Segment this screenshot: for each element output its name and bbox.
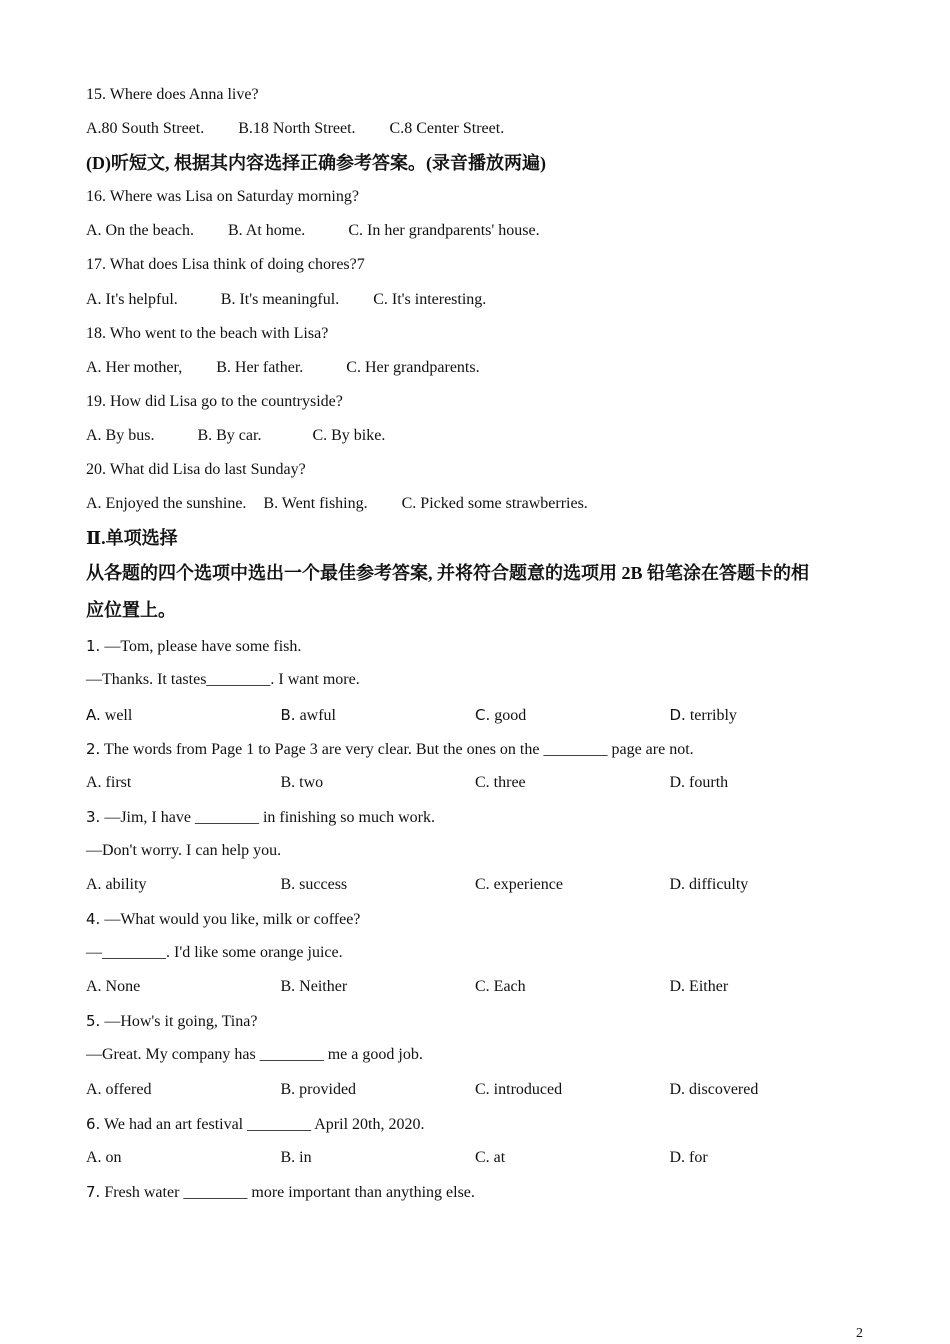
option-d: D. discovered	[669, 1080, 759, 1098]
mc-question-5	[86, 1004, 866, 1038]
question-16-options	[86, 214, 866, 248]
option-d: D. terribly	[669, 705, 737, 724]
option-a: A. Enjoyed the sunshine.	[86, 495, 247, 513]
question-18-options	[86, 351, 866, 385]
page-number: 2	[856, 1326, 863, 1341]
option-c: C. experience	[475, 875, 563, 893]
question-text-line: —Thanks. It tastes________. I want more.	[86, 671, 360, 689]
option-a: A. It's helpful.	[86, 290, 178, 308]
question-18: 18. Who went to the beach with Lisa?	[86, 324, 329, 342]
option-c: C. It's interesting.	[373, 290, 487, 308]
option-b: B. It's meaningful.	[220, 290, 340, 308]
question-text: —Tom, please have some fish.	[104, 638, 302, 656]
question-text: —How's it going, Tina?	[104, 1013, 258, 1031]
option-c: C. good	[475, 705, 527, 724]
mc-question-4-options	[86, 970, 866, 1004]
option-b: B. provided	[280, 1080, 357, 1098]
option-a: A. ability	[86, 875, 147, 893]
option-b: B. two	[280, 773, 324, 791]
option-c: C. By bike.	[312, 426, 386, 444]
question-text: Fresh water ________ more important than anything else.	[104, 1183, 475, 1201]
option-b: B. By car.	[197, 426, 262, 444]
mc-question-6-options	[86, 1141, 866, 1175]
option-d: D. Either	[669, 978, 729, 996]
option-c: C. Picked some strawberries.	[401, 495, 588, 513]
mc-question-3	[86, 800, 866, 834]
option-b: B. At home.	[227, 222, 306, 240]
option-d: D. difficulty	[669, 875, 749, 893]
document-page	[86, 78, 866, 1209]
option-a: A. On the beach.	[86, 222, 194, 240]
option-c: C. three	[475, 773, 526, 791]
question-17-options	[86, 283, 866, 317]
mc-question-2-options	[86, 766, 866, 800]
section-2-title: Ⅱ.单项选择	[86, 528, 178, 549]
question-number: 7.	[86, 1182, 101, 1201]
option-b: B. awful	[280, 705, 336, 724]
option-c: C. Each	[475, 978, 526, 996]
option-b: B.18 North Street.	[238, 120, 356, 138]
option-b: B. Her father.	[216, 358, 304, 376]
option-c: C.8 Center Street.	[389, 120, 505, 138]
question-text-line: —Great. My company has ________ me a good job.	[86, 1046, 423, 1064]
section-2-instruction-cont: 应位置上。	[86, 600, 176, 621]
option-c: C. In her grandparents' house.	[348, 222, 540, 240]
mc-question-1	[86, 629, 866, 663]
section-2-instruction: 从各题的四个选项中选出一个最佳参考答案, 并将符合题意的选项用 2B 铅笔涂在答题卡的相	[86, 563, 810, 584]
mc-question-5-options	[86, 1073, 866, 1107]
question-number: 1.	[86, 637, 101, 656]
option-a: A. well	[86, 705, 133, 724]
mc-question-1-options	[86, 698, 866, 732]
option-c: C. introduced	[475, 1080, 563, 1098]
question-number: 6.	[86, 1114, 101, 1133]
option-a: A. By bus.	[86, 426, 155, 444]
option-a: A.80 South Street.	[86, 120, 205, 138]
question-text: The words from Page 1 to Page 3 are very clear. But the ones on the ________ page are not.	[104, 740, 694, 758]
mc-question-3-options	[86, 868, 866, 902]
option-b: B. Went fishing.	[263, 495, 368, 513]
option-c: C. at	[475, 1148, 506, 1166]
question-19: 19. How did Lisa go to the countryside?	[86, 392, 343, 410]
option-c: C. Her grandparents.	[346, 358, 480, 376]
mc-question-7	[86, 1175, 866, 1209]
section-d-heading: (D)听短文, 根据其内容选择正确参考答案。(录音播放两遍)	[86, 153, 546, 174]
question-text: We had an art festival ________ April 20th, 2020.	[104, 1115, 425, 1133]
question-20-options	[86, 487, 866, 521]
question-number: 3.	[86, 807, 101, 826]
question-text-line: —________. I'd like some orange juice.	[86, 944, 343, 962]
option-a: A. first	[86, 773, 132, 791]
mc-question-4	[86, 902, 866, 936]
option-a: A. None	[86, 978, 141, 996]
question-16: 16. Where was Lisa on Saturday morning?	[86, 188, 359, 206]
question-number: 5.	[86, 1012, 101, 1031]
question-15-options	[86, 112, 866, 146]
mc-question-6	[86, 1107, 866, 1141]
question-text: —What would you like, milk or coffee?	[104, 911, 361, 929]
option-a: A. on	[86, 1148, 122, 1166]
option-d: D. for	[669, 1148, 708, 1166]
question-number: 2.	[86, 739, 101, 758]
option-a: A. Her mother,	[86, 358, 183, 376]
question-number: 4.	[86, 910, 101, 929]
question-19-options	[86, 419, 866, 453]
option-d: D. fourth	[669, 773, 729, 791]
option-b: B. success	[280, 875, 348, 893]
option-a: A. offered	[86, 1080, 152, 1098]
mc-question-2	[86, 732, 866, 766]
option-b: B. in	[280, 1148, 312, 1166]
question-20: 20. What did Lisa do last Sunday?	[86, 461, 306, 479]
question-17: 17. What does Lisa think of doing chores?7	[86, 256, 365, 274]
question-text: —Jim, I have ________ in finishing so much work.	[104, 808, 435, 826]
option-b: B. Neither	[280, 978, 348, 996]
question-text-line: —Don't worry. I can help you.	[86, 841, 282, 859]
question-15: 15. Where does Anna live?	[86, 86, 259, 103]
